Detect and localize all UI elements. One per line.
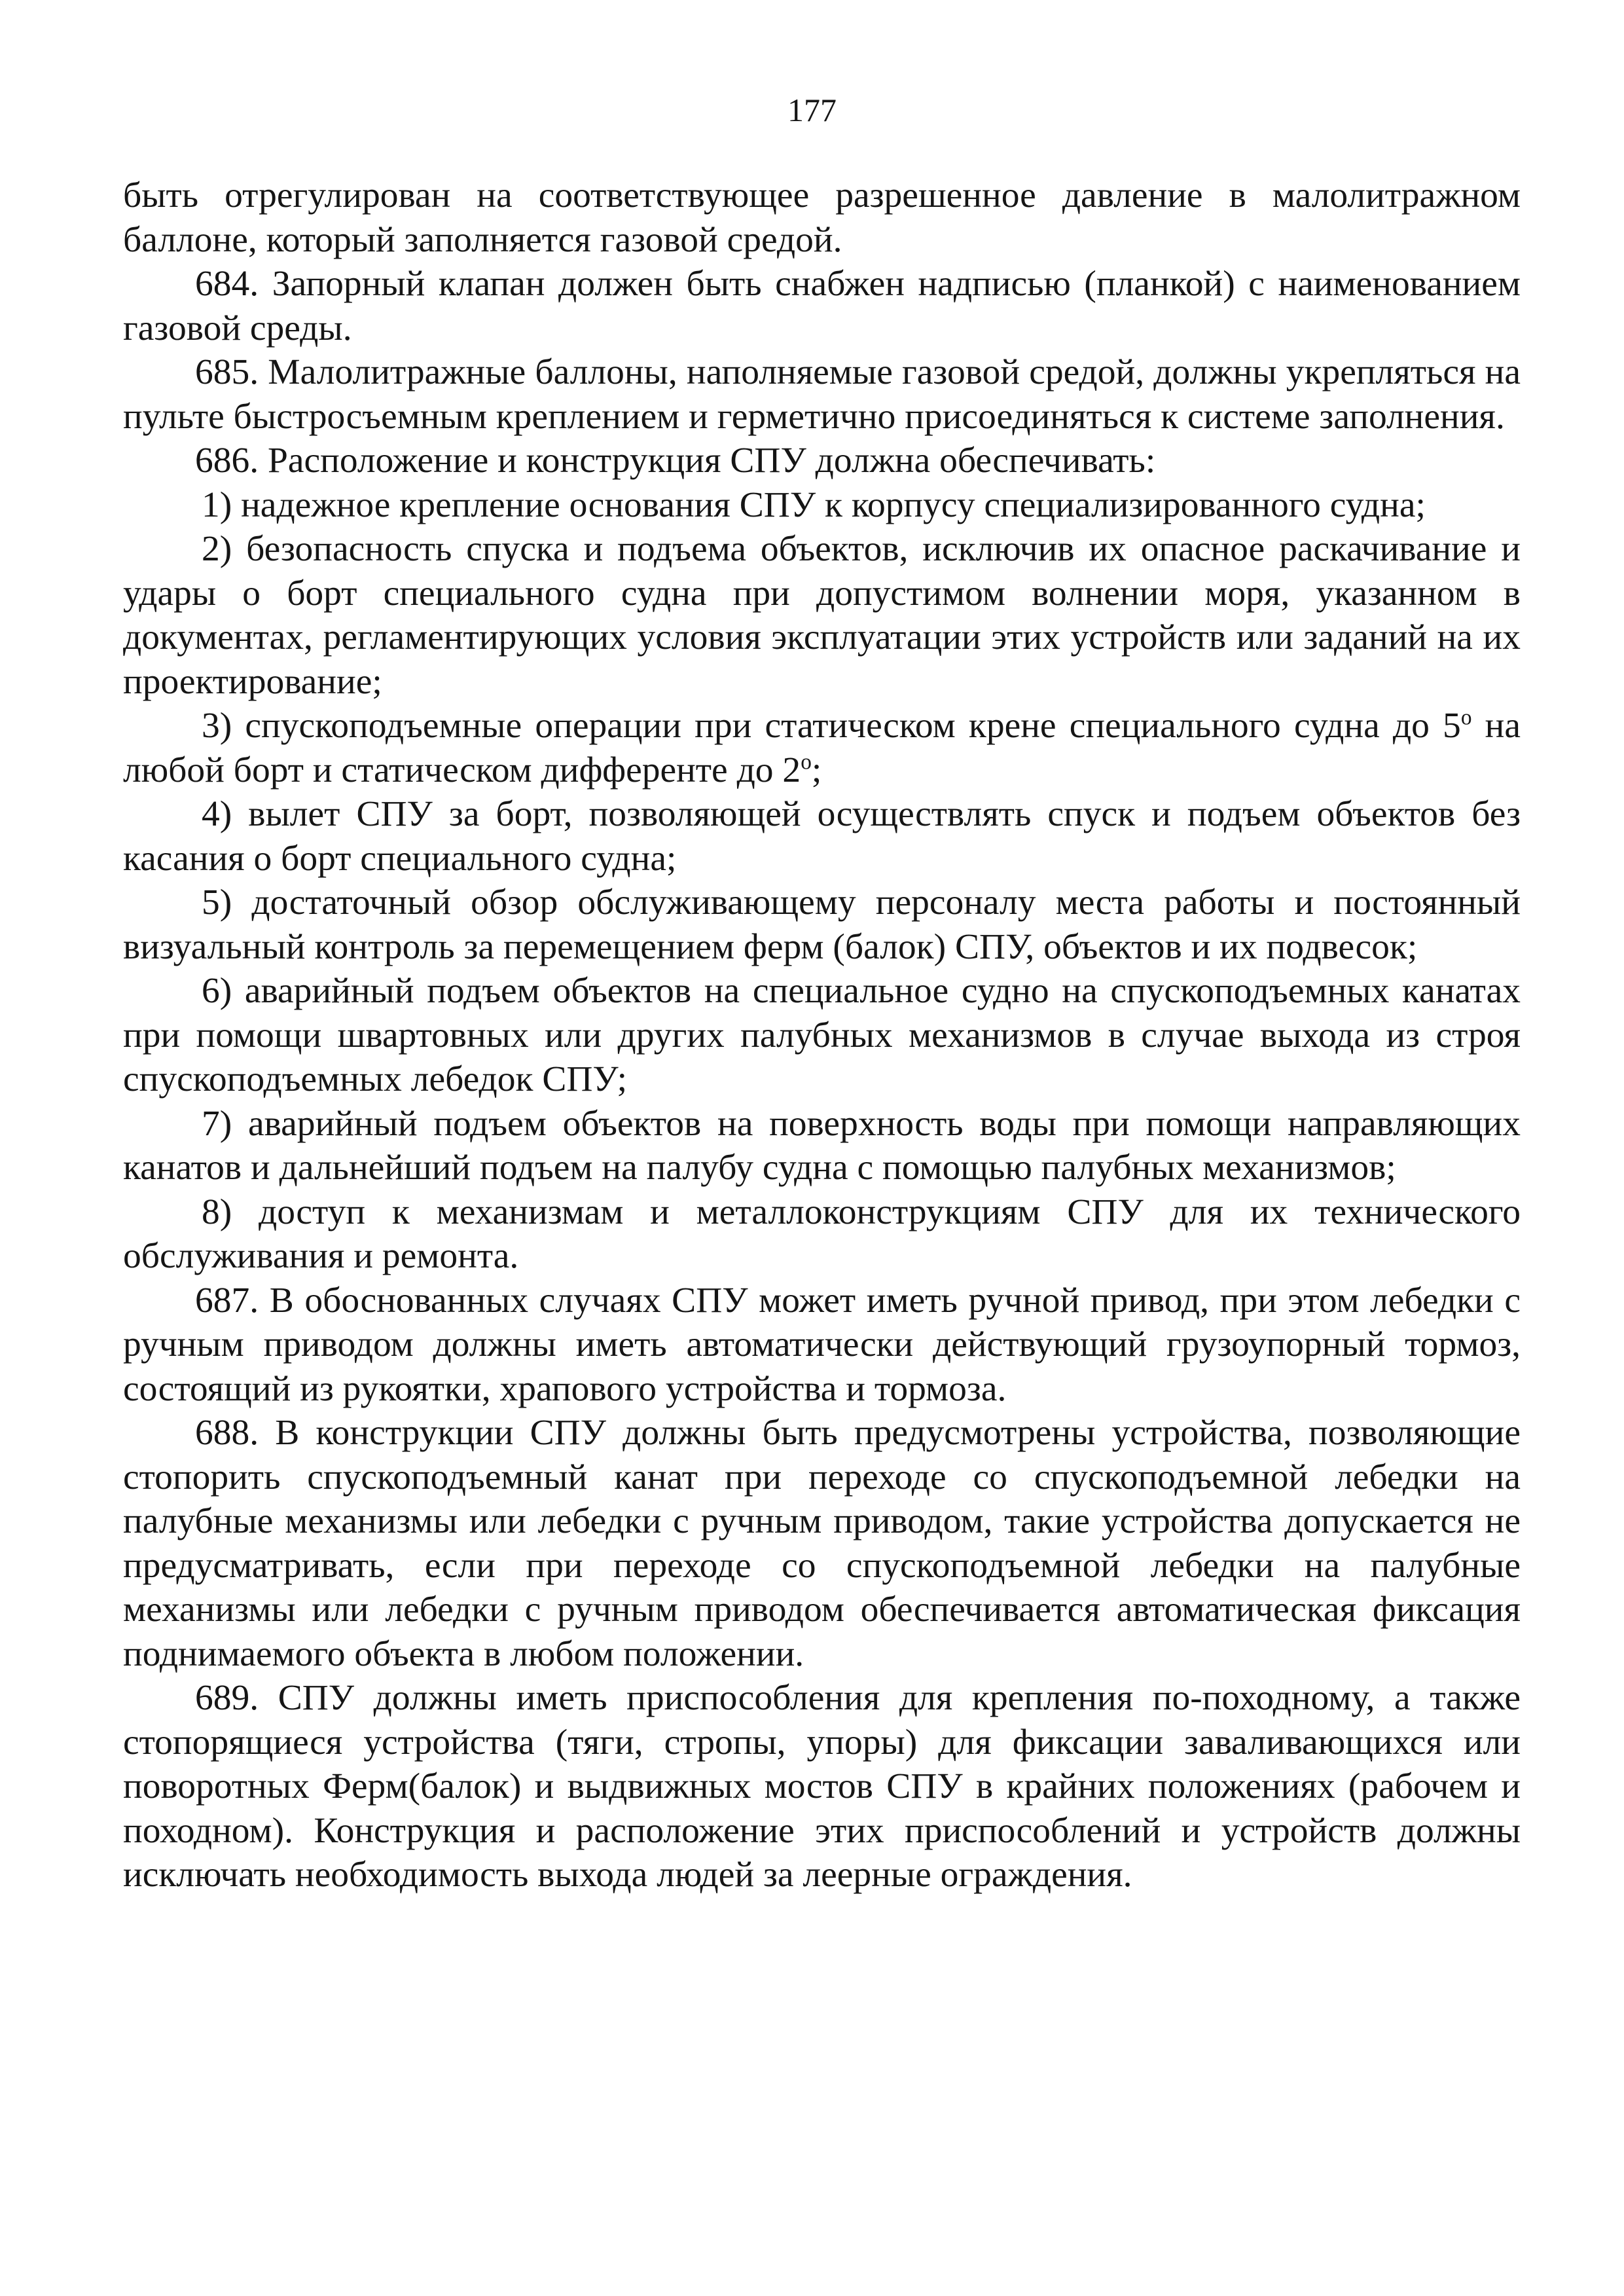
clause-686-item-4: 4) вылет СПУ за борт, позволяющей осуществлять спуск и подъем объектов без касания о борт специального судна; [123, 794, 1521, 879]
clause-684: 684. Запорный клапан должен быть снабжен надписью (планкой) с наименованием газовой среды. [123, 264, 1521, 348]
item-3-text-c: ; [811, 750, 822, 790]
clause-686-item-6: 6) аварийный подъем объектов на специальное судно на спускоподъемных канатах при помощи швартовных или других палубных механизмов в случае выхода из строя спускоподъемных лебедок СПУ; [123, 971, 1521, 1099]
paragraph-continuation: быть отрегулирован на соответствующее разрешенное давление в малолитражном баллоне, который заполняется газовой средой. [123, 175, 1521, 260]
clause-688: 688. В конструкции СПУ должны быть предусмотрены устройства, позволяющие стопорить спускоподъемный канат при переходе со спускоподъемной лебедки на палубные механизмы или лебедки с ручным приводом, такие устройства допускается не предусматривать, если при переходе со спускоподъемной лебедки на палубные механизмы или лебедки с ручным приводом обеспечивается автоматическая фиксация поднимаемого объекта в любом положении. [123, 1413, 1521, 1674]
item-3-text-a: 3) спускоподъемные операции при статическом крене специального судна до 5 [202, 706, 1461, 746]
page-number: 177 [787, 92, 837, 128]
degree-mark: о [1460, 705, 1472, 730]
clause-686-item-1: 1) надежное крепление основания СПУ к корпусу специализированного судна; [202, 484, 1426, 525]
item-3-text-b: на любой борт и статическом дифференте до 2 [123, 706, 1521, 790]
degree-mark: о [801, 750, 812, 774]
clause-686-item-7: 7) аварийный подъем объектов на поверхность воды при помощи направляющих канатов и дальнейший подъем на палубу судна с помощью палубных механизмов; [123, 1103, 1521, 1188]
clause-686: 686. Расположение и конструкция СПУ должна обеспечивать: [195, 441, 1156, 481]
clause-686-item-2: 2) безопасность спуска и подъема объектов, исключив их опасное раскачивание и удары о борт специального судна при допустимом волнении моря, указанном в документах, регламентирующих условия эксплуатации этих устройств или заданий на их проектирование; [123, 529, 1521, 702]
clause-685: 685. Малолитражные баллоны, наполняемые газовой средой, должны укрепляться на пульте быстросъемным креплением и герметично присоединяться к системе заполнения. [123, 352, 1521, 437]
clause-686-item-3 [123, 704, 1521, 792]
clause-689: 689. СПУ должны иметь приспособления для крепления по-походному, а также стопорящиеся устройства (тяги, стропы, упоры) для фиксации заваливающихся или поворотных Ферм(балок) и выдвижных мостов СПУ в крайних положениях (рабочем и походном). Конструкция и расположение этих приспособлений и устройств должны исключать необходимость выхода людей за леерные ограждения. [123, 1678, 1521, 1895]
document-body [123, 173, 1521, 1897]
clause-686-item-5: 5) достаточный обзор обслуживающему персоналу места работы и постоянный визуальный контроль за перемещением ферм (балок) СПУ, объектов и их подвесок; [123, 883, 1521, 967]
clause-686-item-8: 8) доступ к механизмам и металлоконструкциям СПУ для их технического обслуживания и ремонта. [123, 1192, 1521, 1276]
clause-687: 687. В обоснованных случаях СПУ может иметь ручной привод, при этом лебедки с ручным приводом должны иметь автоматически действующий грузоупорный тормоз, состоящий из рукоятки, храпового устройства и тормоза. [123, 1280, 1521, 1409]
